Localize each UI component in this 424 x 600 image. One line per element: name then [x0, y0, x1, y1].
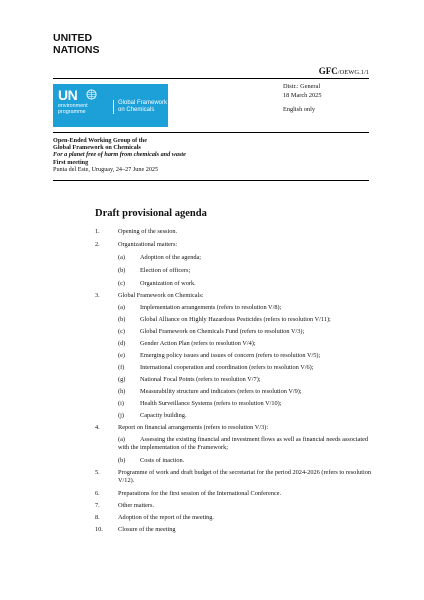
subitem-letter: (b)	[118, 267, 126, 274]
meeting-line-1: Open-Ended Working Group of the	[53, 137, 147, 144]
item-number: 8.	[95, 514, 100, 521]
item-text: Opening of the session.	[118, 228, 178, 235]
document-title: Draft provisional agenda	[95, 208, 207, 219]
item-number: 6.	[95, 490, 100, 497]
item-text: Preparations for the first session of the International Conference.	[118, 490, 282, 497]
subitem-letter: (c)	[118, 328, 125, 335]
subitem-letter: (e)	[118, 352, 125, 359]
subitem-letter: (c)	[118, 280, 125, 287]
org-line-2: NATIONS	[53, 44, 100, 56]
subitem-text: Global Alliance on Highly Hazardous Pesticides (refers to resolution V/11);	[140, 316, 331, 323]
subitem-text: Election of officers;	[140, 267, 191, 274]
item-text: Programme of work and draft budget of the secretariat for the period 2024-2026 (refers to resolution V/12).	[118, 469, 372, 484]
distribution: Distr.: General	[283, 83, 321, 90]
subitem-text: Assessing the existing financial and investment flows as well as financial needs associated with the implementation of the Framework;	[118, 436, 369, 451]
item-text: Other matters.	[118, 502, 155, 509]
subitem-text: Health Surveillance Systems (refers to resolution V/10);	[140, 400, 282, 407]
subitem-letter: (a)	[118, 436, 125, 443]
logo-gfc-line-2: on Chemicals	[118, 107, 155, 113]
meeting-line-2: Global Framework on Chemicals	[53, 144, 141, 152]
subitem-text: National Focal Points (refers to resolution V/7);	[140, 376, 261, 383]
logo-un: UN	[58, 87, 78, 103]
item-number: 5.	[95, 469, 100, 476]
language-note: English only	[283, 106, 316, 114]
subitem-text: Organization of work.	[140, 280, 196, 287]
item-text: Adoption of the report of the meeting.	[118, 514, 215, 521]
meeting-session: First meeting	[53, 158, 89, 166]
subitem-letter: (a)	[118, 254, 125, 261]
document-date: 18 March 2025	[283, 91, 322, 99]
logo-env-line-2: programme	[58, 109, 86, 116]
item-text: Organizational matters:	[118, 241, 178, 248]
item-number: 7.	[95, 502, 100, 509]
subitem-text: Adoption of the agenda;	[140, 254, 202, 261]
subitem-letter: (g)	[118, 376, 126, 383]
subitem-text: Gender Action Plan (refers to resolution V/4);	[140, 340, 256, 347]
subitem-letter: (f)	[118, 364, 125, 371]
item-number: 4.	[95, 424, 100, 431]
subitem-letter: (j)	[118, 412, 124, 419]
subitem-text: Emerging policy issues and issues of concern (refers to resolution V/5);	[140, 352, 321, 359]
subitem-letter: (h)	[118, 388, 126, 395]
subitem-text: Measurability structure and indicators (refers to resolution V/9);	[140, 388, 302, 395]
item-text: Report on financial arrangements (refers to resolution V/3):	[118, 424, 269, 431]
item-number: 3.	[95, 292, 100, 299]
logo-gfc-line-1: Global Framework	[118, 100, 168, 106]
subitem-text: Implementation arrangements (refers to resolution V/8);	[140, 304, 282, 311]
item-text: Closure of the meeting	[118, 526, 176, 533]
subitem-letter: (b)	[118, 457, 126, 464]
subitem-text: Global Framework on Chemicals Fund (refers to resolution V/3);	[140, 328, 305, 335]
subitem-text: Costs of inaction.	[140, 457, 185, 464]
subitem-letter: (d)	[118, 340, 126, 347]
symbol-sub: /OEWG.1/1	[337, 69, 369, 76]
item-text: Global Framework on Chemicals:	[118, 292, 204, 299]
item-number: 10.	[95, 526, 103, 533]
subitem-text: Capacity building.	[140, 412, 187, 419]
logo-env-line-1: environment	[58, 103, 88, 109]
subitem-letter: (a)	[118, 304, 125, 311]
meeting-tagline: For a planet free of harm from chemicals and waste	[53, 151, 186, 159]
item-number: 1.	[95, 228, 100, 235]
item-number: 2.	[95, 241, 100, 248]
subitem-text: International cooperation and coordination (refers to resolution V/6);	[140, 364, 314, 371]
symbol-main: GFC	[318, 66, 338, 76]
meeting-place: Punta del Este, Uruguay, 24–27 June 2025	[53, 165, 159, 173]
subitem-letter: (b)	[118, 316, 126, 323]
subitem-letter: (i)	[118, 400, 124, 407]
org-line-1: UNITED	[53, 32, 93, 44]
